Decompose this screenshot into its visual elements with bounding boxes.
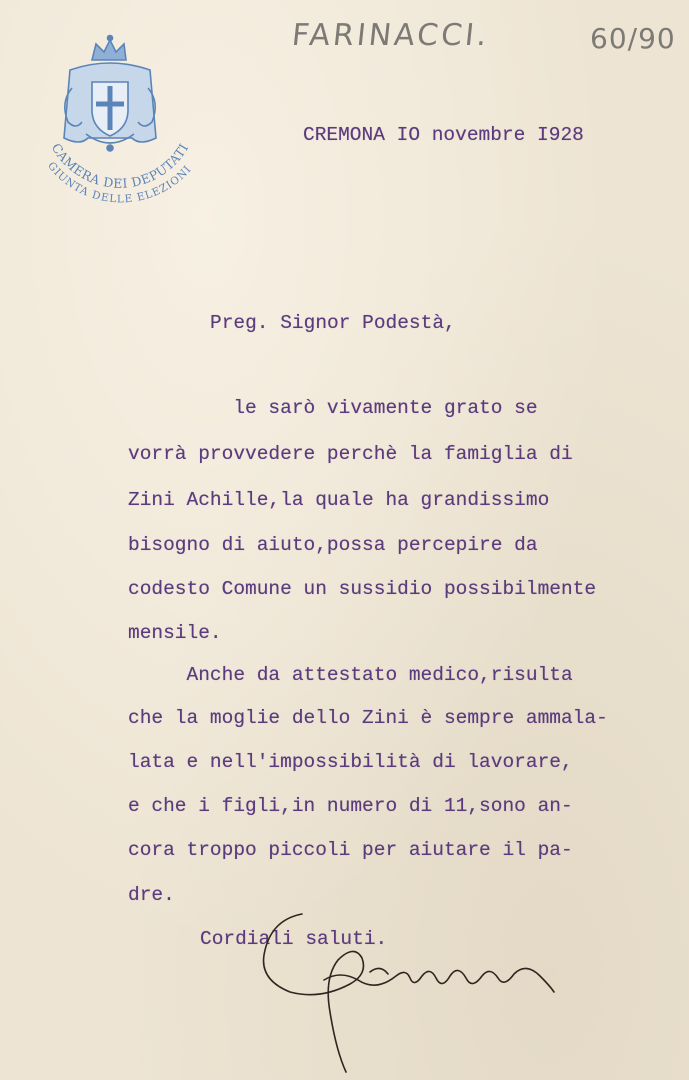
body-line: vorrà provvedere perchè la famiglia di	[128, 443, 573, 465]
body-line: e che i figli,in numero di 11,sono an-	[128, 795, 573, 817]
body-line: lata e nell'impossibilità di lavorare,	[128, 751, 573, 773]
letterhead-crest	[20, 30, 220, 220]
letterhead-line2: GIUNTA DELLE ELEZIONI	[45, 159, 195, 206]
body-line: mensile.	[128, 622, 222, 644]
body-line: codesto Comune un sussidio possibilmente	[128, 578, 597, 600]
dateline: CREMONA IO novembre I928	[303, 124, 584, 146]
body-line: Anche da attestato medico,risulta	[128, 664, 573, 686]
handwritten-signature	[250, 900, 570, 1075]
body-line: che la moglie dello Zini è sempre ammala-	[128, 707, 608, 729]
body-line: Zini Achille,la quale ha grandissimo	[128, 489, 550, 511]
body-line: dre.	[128, 884, 175, 906]
closing: Cordiali saluti.	[200, 928, 388, 950]
letterhead-line1: CAMERA DEI DEPUTATI	[48, 140, 192, 191]
body-line: bisogno di aiuto,possa percepire da	[128, 534, 538, 556]
archive-reference-note: 60/90	[590, 22, 676, 55]
archive-name-note: FARINACCI.	[290, 18, 492, 53]
salutation: Preg. Signor Podestà,	[210, 312, 456, 334]
body-line: cora troppo piccoli per aiutare il pa-	[128, 839, 573, 861]
body-line: le sarò vivamente grato se	[128, 397, 538, 419]
savoy-coat-of-arms-icon	[64, 36, 156, 152]
